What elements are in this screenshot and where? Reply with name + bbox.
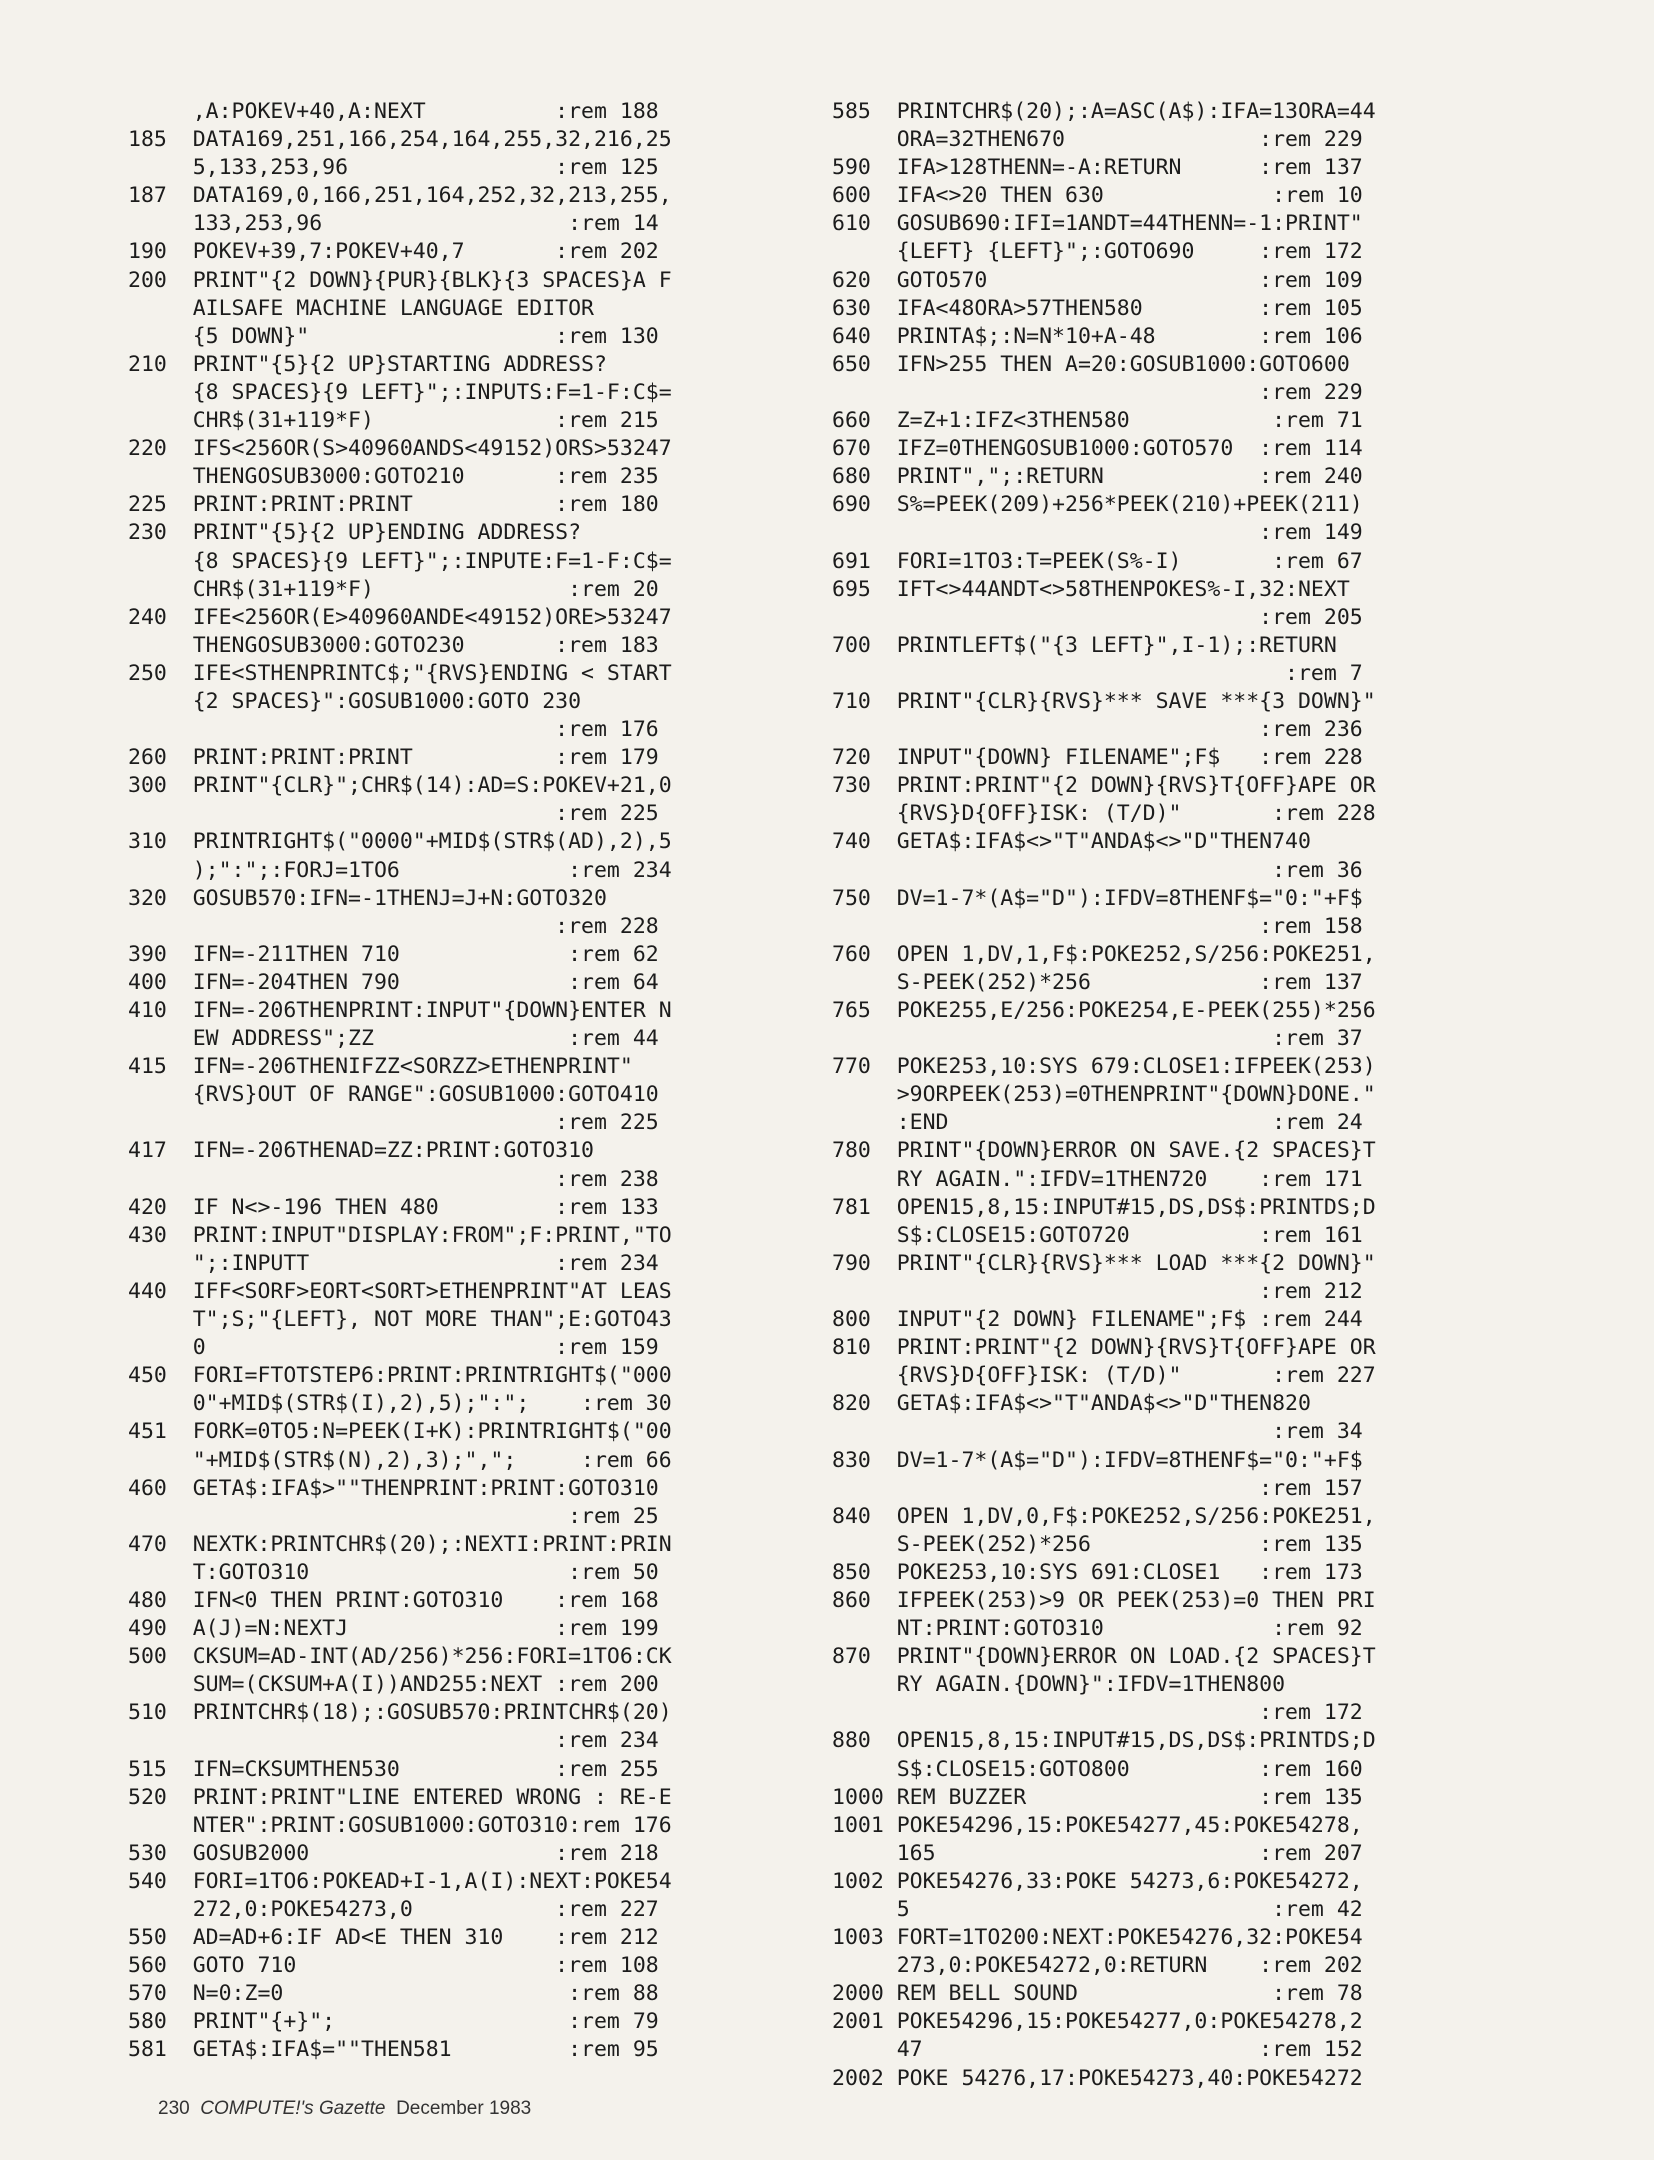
code-line: :rem 212 xyxy=(832,1278,1363,1304)
code-line: 630 IFA<48ORA>57THEN580 :rem 105 xyxy=(832,295,1363,321)
code-line: 200 PRINT"{2 DOWN}{PUR}{BLK}{3 SPACES}A F xyxy=(128,267,672,293)
code-line: THENGOSUB3000:GOTO210 :rem 235 xyxy=(128,464,659,490)
code-line: 230 PRINT"{5}{2 UP}ENDING ADDRESS? xyxy=(128,520,582,546)
code-line: 810 PRINT:PRINT"{2 DOWN}{RVS}T{OFF}APE OR xyxy=(832,1335,1376,1361)
code-line: 520 PRINT:PRINT"LINE ENTERED WRONG : RE-E xyxy=(128,1784,672,1810)
code-line: :rem 157 xyxy=(832,1475,1363,1501)
code-line: 240 IFE<256OR(E>40960ANDE<49152)ORE>53247 xyxy=(128,604,672,630)
code-line: 570 N=0:Z=0 :rem 88 xyxy=(128,1981,659,2007)
code-line: 272,0:POKE54273,0 :rem 227 xyxy=(128,1897,659,1922)
code-line: 400 IFN=-204THEN 790 :rem 64 xyxy=(128,969,659,995)
code-line: 620 GOTO570 :rem 109 xyxy=(832,267,1363,293)
code-line: :rem 36 xyxy=(832,857,1363,883)
code-line: 781 OPEN15,8,15:INPUT#15,DS,DS$:PRINTDS;D xyxy=(832,1194,1376,1220)
code-line: 2001 POKE54296,15:POKE54277,0:POKE54278,2 xyxy=(832,2009,1363,2035)
code-line: 250 IFE<STHENPRINTC$;"{RVS}ENDING < START xyxy=(128,660,672,686)
code-line: 690 S%=PEEK(209)+256*PEEK(210)+PEEK(211) xyxy=(832,492,1363,518)
code-line: :rem 228 xyxy=(128,913,659,939)
code-line: 670 IFZ=0THENGOSUB1000:GOTO570 :rem 114 xyxy=(832,436,1363,462)
code-line: 133,253,96 :rem 14 xyxy=(128,211,659,237)
code-line: :rem 7 xyxy=(832,660,1363,686)
page-footer xyxy=(158,2098,531,2120)
code-line: 765 POKE255,E/256:POKE254,E-PEEK(255)*256 xyxy=(832,998,1376,1023)
code-line: 880 OPEN15,8,15:INPUT#15,DS,DS$:PRINTDS;D xyxy=(832,1728,1376,1754)
code-line: >9ORPEEK(253)=0THENPRINT"{DOWN}DONE." xyxy=(832,1082,1376,1108)
code-line: :rem 229 xyxy=(832,379,1363,405)
code-line: 730 PRINT:PRINT"{2 DOWN}{RVS}T{OFF}APE OR xyxy=(832,773,1376,799)
code-line: 470 NEXTK:PRINTCHR$(20);:NEXTI:PRINT:PRIN xyxy=(128,1531,672,1557)
code-line: {RVS}D{OFF}ISK: (T/D)" :rem 227 xyxy=(832,1363,1376,1389)
code-line: 590 IFA>128THENN=-A:RETURN :rem 137 xyxy=(832,155,1363,181)
code-line: 415 IFN=-206THENIFZZ<SORZZ>ETHENPRINT" xyxy=(128,1054,633,1080)
page-number: 230 xyxy=(158,2098,190,2119)
code-line: 820 GETA$:IFA$<>"T"ANDA$<>"D"THEN820 xyxy=(832,1391,1311,1417)
code-line: 740 GETA$:IFA$<>"T"ANDA$<>"D"THEN740 xyxy=(832,829,1311,855)
code-line: 320 GOSUB570:IFN=-1THENJ=J+N:GOTO320 xyxy=(128,885,607,911)
code-line: S-PEEK(252)*256 :rem 137 xyxy=(832,969,1363,995)
code-line: 410 IFN=-206THENPRINT:INPUT"{DOWN}ENTER N xyxy=(128,998,672,1023)
code-line: 860 IFPEEK(253)>9 OR PEEK(253)=0 THEN PRI xyxy=(832,1587,1376,1613)
code-line: :rem 176 xyxy=(128,717,659,743)
code-line: "+MID$(STR$(N),2),3);","; :rem 66 xyxy=(128,1447,672,1473)
code-line: 770 POKE253,10:SYS 679:CLOSE1:IFPEEK(253) xyxy=(832,1054,1376,1080)
code-line: 1001 POKE54296,15:POKE54277,45:POKE54278, xyxy=(832,1812,1363,1838)
code-line: 680 PRINT",";:RETURN :rem 240 xyxy=(832,464,1363,490)
code-line: CHR$(31+119*F) :rem 215 xyxy=(128,408,659,434)
code-line: 830 DV=1-7*(A$="D"):IFDV=8THENF$="0:"+F$ xyxy=(832,1447,1363,1473)
code-line: {2 SPACES}":GOSUB1000:GOTO 230 xyxy=(128,688,582,714)
code-line: 1000 REM BUZZER :rem 135 xyxy=(832,1784,1363,1810)
code-line: 187 DATA169,0,166,251,164,252,32,213,255, xyxy=(128,183,672,209)
code-line: :rem 25 xyxy=(128,1503,659,1529)
code-line: RY AGAIN.{DOWN}":IFDV=1THEN800 xyxy=(832,1672,1286,1698)
code-line: );":";:FORJ=1TO6 :rem 234 xyxy=(128,857,672,883)
code-line: 840 OPEN 1,DV,0,F$:POKE252,S/256:POKE251, xyxy=(832,1503,1376,1529)
code-line: 225 PRINT:PRINT:PRINT :rem 180 xyxy=(128,492,659,518)
code-line: 585 PRINTCHR$(20);:A=ASC(A$):IFA=13ORA=44 xyxy=(832,99,1376,124)
code-line: :rem 225 xyxy=(128,801,659,827)
code-line: :rem 158 xyxy=(832,913,1363,939)
code-line: CHR$(31+119*F) :rem 20 xyxy=(128,576,659,602)
code-line: 451 FORK=0TO5:N=PEEK(I+K):PRINTRIGHT$("00 xyxy=(128,1419,672,1445)
code-line: 695 IFT<>44ANDT<>58THENPOKES%-I,32:NEXT xyxy=(832,576,1350,602)
code-line: 510 PRINTCHR$(18);:GOSUB570:PRINTCHR$(20) xyxy=(128,1700,672,1726)
listing-left-column xyxy=(128,98,828,2065)
code-line: 417 IFN=-206THENAD=ZZ:PRINT:GOTO310 xyxy=(128,1138,594,1164)
code-line: :rem 225 xyxy=(128,1110,659,1136)
code-line: {8 SPACES}{9 LEFT}";:INPUTS:F=1-F:C$= xyxy=(128,379,672,405)
code-line: 490 A(J)=N:NEXTJ :rem 199 xyxy=(128,1616,659,1642)
code-line: SUM=(CKSUM+A(I))AND255:NEXT :rem 200 xyxy=(128,1672,659,1698)
code-line: 650 IFN>255 THEN A=20:GOSUB1000:GOTO600 xyxy=(832,351,1350,377)
code-line: 2002 POKE 54276,17:POKE54273,40:POKE54272 xyxy=(832,2065,1363,2091)
code-line: NT:PRINT:GOTO310 :rem 92 xyxy=(832,1616,1363,1642)
code-line: :END :rem 24 xyxy=(832,1110,1363,1136)
code-line: 720 INPUT"{DOWN} FILENAME";F$ :rem 228 xyxy=(832,745,1363,771)
code-line: 640 PRINTA$;:N=N*10+A-48 :rem 106 xyxy=(832,323,1363,349)
code-line: S$:CLOSE15:GOTO720 :rem 161 xyxy=(832,1222,1363,1248)
code-line: 1002 POKE54276,33:POKE 54273,6:POKE54272, xyxy=(832,1868,1363,1894)
code-line: 460 GETA$:IFA$>""THENPRINT:PRINT:GOTO310 xyxy=(128,1475,659,1501)
code-line: 780 PRINT"{DOWN}ERROR ON SAVE.{2 SPACES}T xyxy=(832,1138,1376,1164)
code-line: 515 IFN=CKSUMTHEN530 :rem 255 xyxy=(128,1756,659,1782)
code-line: :rem 205 xyxy=(832,604,1363,630)
magazine-name: COMPUTE!'s Gazette xyxy=(200,2098,386,2119)
code-line: 0 :rem 159 xyxy=(128,1335,659,1361)
code-line: 220 IFS<256OR(S>40960ANDS<49152)ORS>53247 xyxy=(128,436,672,462)
code-line: 581 GETA$:IFA$=""THEN581 :rem 95 xyxy=(128,2037,659,2063)
code-line: 660 Z=Z+1:IFZ<3THEN580 :rem 71 xyxy=(832,408,1363,434)
code-line: :rem 149 xyxy=(832,520,1363,546)
code-line: 390 IFN=-211THEN 710 :rem 62 xyxy=(128,941,659,967)
code-line: 500 CKSUM=AD-INT(AD/256)*256:FORI=1TO6:CK xyxy=(128,1644,672,1670)
code-line: 480 IFN<0 THEN PRINT:GOTO310 :rem 168 xyxy=(128,1587,659,1613)
code-line: NTER":PRINT:GOSUB1000:GOTO310:rem 176 xyxy=(128,1812,672,1838)
code-line: 0"+MID$(STR$(I),2),5);":"; :rem 30 xyxy=(128,1391,672,1417)
code-line: EW ADDRESS";ZZ :rem 44 xyxy=(128,1026,659,1052)
code-line: 710 PRINT"{CLR}{RVS}*** SAVE ***{3 DOWN}" xyxy=(832,688,1376,714)
code-line: S$:CLOSE15:GOTO800 :rem 160 xyxy=(832,1756,1363,1782)
code-line: S-PEEK(252)*256 :rem 135 xyxy=(832,1531,1363,1557)
code-line: 540 FORI=1TO6:POKEAD+I-1,A(I):NEXT:POKE54 xyxy=(128,1868,672,1894)
code-line: 560 GOTO 710 :rem 108 xyxy=(128,1953,659,1979)
code-line: :rem 234 xyxy=(128,1728,659,1754)
code-line: 870 PRINT"{DOWN}ERROR ON LOAD.{2 SPACES}T xyxy=(832,1644,1376,1670)
code-line: 450 FORI=FTOTSTEP6:PRINT:PRINTRIGHT$("000 xyxy=(128,1363,672,1389)
code-line: 185 DATA169,251,166,254,164,255,32,216,25 xyxy=(128,127,672,153)
code-line: :rem 34 xyxy=(832,1419,1363,1445)
code-line: ORA=32THEN670 :rem 229 xyxy=(832,127,1363,153)
code-line: :rem 37 xyxy=(832,1026,1363,1052)
code-line: 750 DV=1-7*(A$="D"):IFDV=8THENF$="0:"+F$ xyxy=(832,885,1363,911)
code-line: :rem 172 xyxy=(832,1700,1363,1726)
code-line: 691 FORI=1TO3:T=PEEK(S%-I) :rem 67 xyxy=(832,548,1363,574)
code-line: 165 :rem 207 xyxy=(832,1840,1363,1866)
code-line: RY AGAIN.":IFDV=1THEN720 :rem 171 xyxy=(832,1166,1363,1192)
code-line: 440 IFF<SORF>EORT<SORT>ETHENPRINT"AT LEAS xyxy=(128,1278,672,1304)
code-line: 210 PRINT"{5}{2 UP}STARTING ADDRESS? xyxy=(128,351,607,377)
code-line: 2000 REM BELL SOUND :rem 78 xyxy=(832,1981,1363,2007)
code-line: 430 PRINT:INPUT"DISPLAY:FROM";F:PRINT,"TO xyxy=(128,1222,672,1248)
code-line: {LEFT} {LEFT}";:GOTO690 :rem 172 xyxy=(832,239,1363,265)
code-line: 850 POKE253,10:SYS 691:CLOSE1 :rem 173 xyxy=(832,1559,1363,1585)
code-line: 260 PRINT:PRINT:PRINT :rem 179 xyxy=(128,745,659,771)
code-line: 530 GOSUB2000 :rem 218 xyxy=(128,1840,659,1866)
code-line: 610 GOSUB690:IFI=1ANDT=44THENN=-1:PRINT" xyxy=(832,211,1363,237)
code-line: :rem 238 xyxy=(128,1166,659,1192)
code-line: {RVS}OUT OF RANGE":GOSUB1000:GOTO410 xyxy=(128,1082,659,1108)
listing-right-column xyxy=(832,98,1532,2093)
code-line: {RVS}D{OFF}ISK: (T/D)" :rem 228 xyxy=(832,801,1376,827)
code-line: T:GOTO310 :rem 50 xyxy=(128,1559,659,1585)
code-line: 600 IFA<>20 THEN 630 :rem 10 xyxy=(832,183,1363,209)
issue-date: December 1983 xyxy=(396,2098,532,2119)
code-line: 420 IF N<>-196 THEN 480 :rem 133 xyxy=(128,1194,659,1220)
code-line: 790 PRINT"{CLR}{RVS}*** LOAD ***{2 DOWN}" xyxy=(832,1250,1376,1276)
code-line: 47 :rem 152 xyxy=(832,2037,1363,2063)
code-line: 300 PRINT"{CLR}";CHR$(14):AD=S:POKEV+21,0 xyxy=(128,773,672,799)
code-line: 580 PRINT"{+}"; :rem 79 xyxy=(128,2009,659,2035)
code-line: 5,133,253,96 :rem 125 xyxy=(128,155,659,181)
code-line: ";:INPUTT :rem 234 xyxy=(128,1250,659,1276)
code-line: 273,0:POKE54272,0:RETURN :rem 202 xyxy=(832,1953,1363,1979)
code-line: AILSAFE MACHINE LANGUAGE EDITOR xyxy=(128,295,594,321)
code-line: 550 AD=AD+6:IF AD<E THEN 310 :rem 212 xyxy=(128,1925,659,1951)
code-line: 800 INPUT"{2 DOWN} FILENAME";F$ :rem 244 xyxy=(832,1307,1363,1333)
code-line: THENGOSUB3000:GOTO230 :rem 183 xyxy=(128,632,659,658)
code-line: 190 POKEV+39,7:POKEV+40,7 :rem 202 xyxy=(128,239,659,265)
code-line: ,A:POKEV+40,A:NEXT :rem 188 xyxy=(128,99,659,124)
code-line: {5 DOWN}" :rem 130 xyxy=(128,323,659,349)
code-line: :rem 236 xyxy=(832,717,1363,743)
code-line: 760 OPEN 1,DV,1,F$:POKE252,S/256:POKE251, xyxy=(832,941,1376,967)
code-line: {8 SPACES}{9 LEFT}";:INPUTE:F=1-F:C$= xyxy=(128,548,672,574)
code-line: 310 PRINTRIGHT$("0000"+MID$(STR$(AD),2),5 xyxy=(128,829,672,855)
code-line: 5 :rem 42 xyxy=(832,1897,1363,1922)
code-line: 1003 FORT=1TO200:NEXT:POKE54276,32:POKE54 xyxy=(832,1925,1363,1951)
code-line: 700 PRINTLEFT$("{3 LEFT}",I-1);:RETURN xyxy=(832,632,1337,658)
code-line: T";S;"{LEFT}, NOT MORE THAN";E:GOTO43 xyxy=(128,1307,672,1333)
